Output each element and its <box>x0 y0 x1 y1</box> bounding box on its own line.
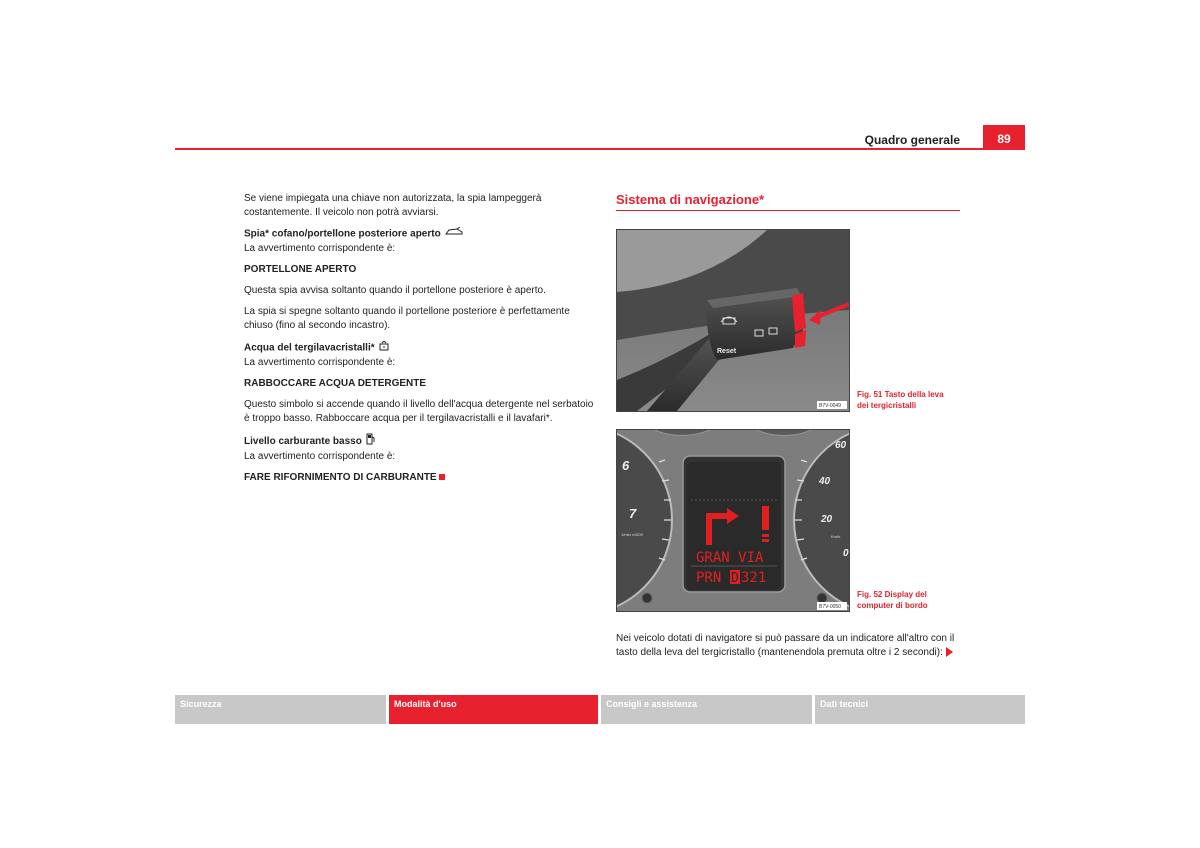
intro-paragraph: Se viene impiegata una chiave non autorizzata, la spia lampeggerà costantemente. Il veicolo non potrà avviarsi. <box>244 193 542 218</box>
fuel-heading: Livello carburante basso <box>244 433 594 450</box>
washer-heading: Acqua del tergilavacristalli* <box>244 340 594 356</box>
tailgate-warning-intro: La avvertimento corrispondente è: <box>244 242 396 254</box>
tailgate-paragraph-1: Questa spia avvisa soltanto quando il portellone posteriore è aperto. <box>244 284 546 296</box>
fuel-warning: FARE RIFORNIMENTO DI CARBURANTE <box>244 471 594 485</box>
display-trip-number: 321 <box>741 570 767 586</box>
page-number: 89 <box>983 125 1025 148</box>
section-title-navigation: Sistema di navigazione* <box>616 192 765 207</box>
fuel-warning-intro: La avvertimento corrispondente è: <box>244 450 396 462</box>
footer-tab-modalita-uso[interactable]: Modalità d'uso <box>389 695 598 724</box>
tailgate-paragraph-2: La spia si spegne soltanto quando il portellone posteriore è perfettamente chiuso (fino al secondo incastro). <box>244 305 570 331</box>
continue-arrow-icon <box>946 647 953 657</box>
navigation-body-paragraph: Nei veicolo dotati di navigatore si può passare da un indicatore all'altro con il tasto della leva del tergicristallo (mantenendola premuta oltre i 2 secondi): <box>616 633 955 658</box>
speedo-number-0: 0 <box>843 548 849 559</box>
figure-52-onboard-display <box>616 429 850 612</box>
display-gear-selected: D <box>731 571 739 586</box>
running-header-title: Quadro generale <box>864 133 960 147</box>
display-street-name: GRAN VIA <box>696 550 764 566</box>
left-column <box>244 192 594 492</box>
display-gear-letters: PRN <box>696 570 722 586</box>
tacho-number-7: 7 <box>629 506 637 521</box>
figure-52-caption: Fig. 52 Display del computer di bordo <box>857 590 928 610</box>
washer-warning: RABBOCCARE ACQUA DETERGENTE <box>244 377 427 389</box>
speedo-number-40: 40 <box>819 476 831 487</box>
footer-tab-dati-tecnici[interactable]: Dati tecnici <box>815 695 1025 724</box>
footer-tab-sicurezza[interactable]: Sicurezza <box>175 695 386 724</box>
fuel-pump-icon <box>366 433 376 450</box>
header-rule <box>175 148 1025 150</box>
wiper-lever-illustration <box>617 230 849 411</box>
speedo-number-60: 60 <box>835 440 847 451</box>
open-tailgate-icon <box>445 227 463 241</box>
footer-tab-consigli-assistenza[interactable]: Consigli e assistenza <box>601 695 812 724</box>
tacho-number-6: 6 <box>622 458 630 473</box>
speedo-unit: Km/h <box>831 534 841 539</box>
figure-51-wiper-lever <box>616 229 850 412</box>
section-rule <box>616 210 960 211</box>
figure-51-caption: Fig. 51 Tasto della leva dei tergicristalli <box>857 390 944 410</box>
washer-paragraph-1: Questo simbolo si accende quando il livello dell'acqua detergente nel serbatoio è troppo basso. Rabboccare acqua per il tergilavacristalli e il lavafari*. <box>244 398 594 424</box>
end-of-section-marker <box>439 474 445 480</box>
speedo-number-20: 20 <box>821 514 833 525</box>
lever-reset-label: Reset <box>717 348 737 355</box>
instrument-cluster-illustration <box>617 430 849 611</box>
tailgate-warning: PORTELLONE APERTO <box>244 263 357 275</box>
tacho-unit: 1/min x1000 <box>621 532 643 537</box>
figure-51-code: B7V-0049 <box>819 403 841 409</box>
washer-fluid-icon <box>379 340 389 356</box>
tailgate-heading: Spia* cofano/portellone posteriore aperto <box>244 227 594 242</box>
figure-52-code: B7V-0050 <box>819 604 841 610</box>
washer-warning-intro: La avvertimento corrispondente è: <box>244 356 396 368</box>
